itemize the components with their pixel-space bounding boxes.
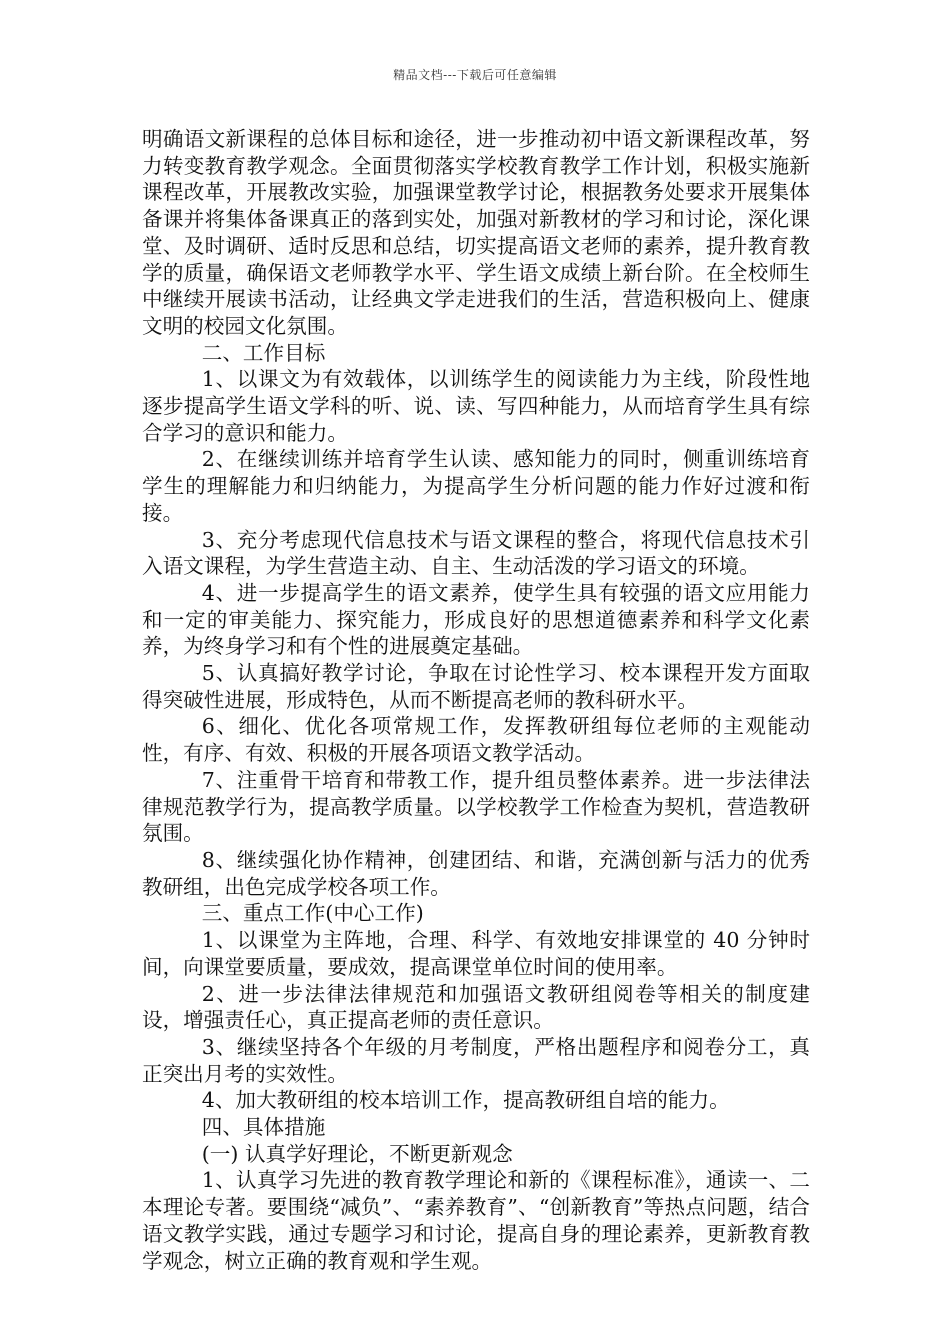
key-work-item-1: 1、以课堂为主阵地，合理、科学、有效地安排课堂的 40 分钟时间，向课堂要质量，要成效，提高课堂单位时间的使用率。 <box>142 928 810 979</box>
section-heading-key-work: 三、重点工作(中心工作) <box>201 901 424 926</box>
goal-item-3: 3、充分考虑现代信息技术与语文课程的整合，将现代信息技术引入语文课程，为学生营造主动、自主、生动活泼的学习语文的环境。 <box>142 527 810 579</box>
goal-item-8: 8、继续强化协作精神，创建团结、和谐，充满创新与活力的优秀教研组，出色完成学校各项工作。 <box>142 847 810 899</box>
measures-item-1: 1、认真学习先进的教育教学理论和新的《课程标准》，通读一、二本理论专著。要围绕“减负”、“素养教育”、“创新教育”等热点问题，结合语文教学实践，通过专题学习和讨论，提高自身的理论素养，更新教育教学观念，树立正确的教育观和学生观。 <box>142 1168 810 1273</box>
intro-paragraph: 明确语文新课程的总体目标和途径，进一步推动初中语文新课程改革，努力转变教育教学观念。全面贯彻落实学校教育教学工作计划，积极实施新课程改革，开展教改实验，加强课堂教学讨论，根据教务处要求开展集体备课并将集体备课真正的落到实处，加强对新教材的学习和讨论，深化课堂、及时调研、适时反思和总结，切实提高语文老师的素养，提升教育教学的质量，确保语文老师教学水平、学生语文成绩上新台阶。在全校师生中继续开展读书活动，让经典文学走进我们的生活，营造积极向上、健康文明的校园文化氛围。 <box>142 127 810 338</box>
goal-item-1: 1、以课文为有效载体，以训练学生的阅读能力为主线，阶段性地逐步提高学生语文学科的听、说、读、写四种能力，从而培育学生具有综合学习的意识和能力。 <box>142 367 810 445</box>
key-work-item-4: 4、加大教研组的校本培训工作，提高教研组自培的能力。 <box>201 1088 730 1113</box>
goal-item-7: 7、注重骨干培育和带教工作，提升组员整体素养。进一步法律法律规范教学行为，提高教学质量。以学校教学工作检查为契机，营造教研氛围。 <box>142 767 810 846</box>
key-work-item-3: 3、继续坚持各个年级的月考制度，严格出题程序和阅卷分工，真正突出月考的实效性。 <box>142 1034 810 1086</box>
goal-item-6: 6、细化、优化各项常规工作，发挥教研组每位老师的主观能动性，有序、有效、积极的开展各项语文教学活动。 <box>142 714 810 766</box>
document-body <box>142 126 810 1274</box>
goal-item-2: 2、在继续训练并培育学生认读、感知能力的同时，侧重训练培育学生的理解能力和归纳能力，为提高学生分析问题的能力作好过渡和衔接。 <box>142 447 810 525</box>
page-header: 精品文档---下载后可任意编辑 <box>393 68 557 82</box>
section-heading-work-goals: 二、工作目标 <box>201 340 326 365</box>
section-heading-measures: 四、具体措施 <box>201 1115 326 1140</box>
goal-item-5: 5、认真搞好教学讨论，争取在讨论性学习、校本课程开发方面取得突破性进展，形成特色，从而不断提高老师的教科研水平。 <box>142 661 810 712</box>
key-work-item-2: 2、进一步法律法律规范和加强语文教研组阅卷等相关的制度建设，增强责任心，真正提高老师的责任意识。 <box>142 981 810 1033</box>
goal-item-4: 4、进一步提高学生的语文素养，使学生具有较强的语文应用能力和一定的审美能力、探究能力，形成良好的思想道德素养和科学文化素养，为终身学习和有个性的进展奠定基础。 <box>142 580 810 659</box>
measures-subheading-1: (一) 认真学好理论，不断更新观念 <box>201 1141 513 1166</box>
